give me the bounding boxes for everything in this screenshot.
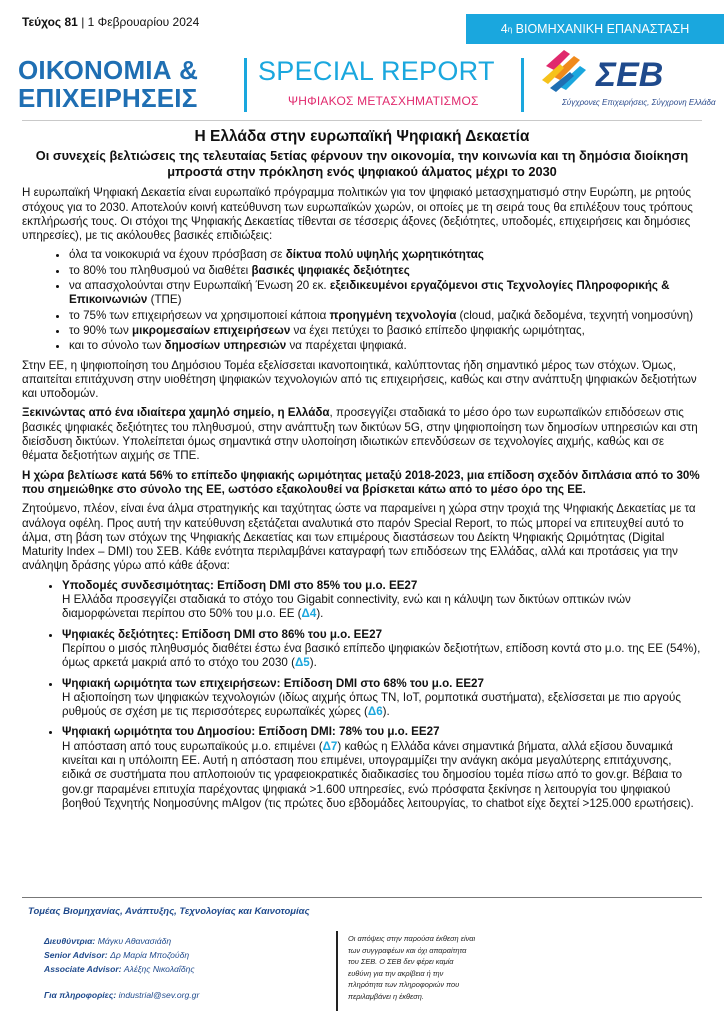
paragraph-eu-status: Στην ΕΕ, η ψηφιοποίηση του Δημόσιου Τομέα εξελίσσεται ικανοποιητικά, καλύπτοντας ήδη σημαντικό μέρος των στόχων. Όμως, απαιτείται επιτάχυνση στην υιοθέτηση ψηφιακών τεχνολογιών από τις επιχειρήσεις, καθώς και στην ανάπτυξη ψηφιακών δεξιοτήτων και υποδομών. — [22, 358, 697, 401]
goal-text: και το σύνολο των — [69, 339, 165, 353]
header-rule — [22, 120, 702, 121]
article-title: Η Ελλάδα στην ευρωπαϊκή Ψηφιακή Δεκαετία — [194, 128, 530, 145]
goal-highlight: εξειδικευμένοι εργαζόμενοι στις Τεχνολογίες Πληροφορικής & Επικοινωνιών — [69, 279, 670, 307]
figure-ref-link[interactable]: Δ6 — [367, 705, 383, 719]
figure-ref-link[interactable]: Δ5 — [294, 656, 310, 670]
associate-label: Associate Advisor: — [44, 964, 122, 974]
axis-text — [62, 593, 702, 622]
axis-text — [62, 691, 702, 720]
special-report-subtitle: ΨΗΦΙΑΚΟΣ ΜΕΤΑΣΧΗΜΑΤΙΣΜΟΣ — [288, 94, 479, 108]
intro-paragraph: Η ευρωπαϊκή Ψηφιακή Δεκαετία είναι ευρωπαϊκό πρόγραμμα πολιτικών για τον ψηφιακό μετασχηματισμό στην Ευρώπη, με ρητούς στόχους για το 2030. Αποτελούν κοινή κατεύθυνση των ευρωπαϊκών χωρών, οι οποίες με τη σειρά τους θα επιλέξουν τους τρόπους εκπλήρωσής τους. Οι στόχοι της Ψηφιακής Δεκαετίας τίθενται σε τέσσερις άξονες (δεξιότητες, υποδομές, επιχειρήσεις και δημόσιες υπηρεσίες), με τις ακόλουθες βασικές επιδιώξεις: — [22, 186, 693, 243]
goal-item — [69, 264, 702, 278]
axis-item — [62, 579, 702, 622]
goal-text: το 80% του πληθυσμού να διαθέτει — [69, 263, 252, 277]
director-name: Μάγκυ Αθανασιάδη — [97, 936, 172, 946]
paragraph-report-scope: Ζητούμενο, πλέον, είναι ένα άλμα στρατηγικής και ταχύτητας ώστε να παραμείνει η χώρα στην τροχιά της Ψηφιακής Δεκαετίας με τα ανάλογα οφέλη. Προς αυτή την κατεύθυνση εξετάζεται αναλυτικά στο παρόν Special Report, το πώς μπορεί να επιτευχθεί αυτό το άλμα, στη βάση των στόχων της Ψηφιακής Δεκαετίας και των επιμέρους διαστάσεων του Δείκτη Ψηφιακής Ωριμότητας (Digital Maturity Index – DMI) του ΣΕΒ. Κάθε ενότητα περιλαμβάνει καταγραφή των επιδόσεων της Ελλάδας, αλλά και προτάσεις για την ανάληψη δράσης γύρω από κάθε άξονα: — [22, 502, 696, 573]
greece-lead: Ξεκινώντας από ένα ιδιαίτερα χαμηλό σημείο, η Ελλάδα — [22, 406, 330, 420]
footer-senior-advisor — [44, 950, 189, 960]
series-banner — [466, 14, 724, 44]
goal-highlight: βασικές ψηφιακές δεξιότητες — [251, 263, 410, 277]
paragraph-greece-status — [22, 406, 702, 463]
axis-tail: ) καθώς η Ελλάδα κάνει σημαντικά βήματα, αλλά εξίσου δυναμικά κινείται και η υπόλοιπη ΕΕ. Αυτή η απόσταση που επιμένει, υπογραμμίζει την ανάγκη ακόμα μεγαλύτερης επιτάχυνσης, ειδικά σε συστήματα που απλοποιούν τις γραφειοκρατικές διαδικασίες του δημοσίου τομέα πίσω από το gov.gr. Βέβαια το gov.gr παραμένει επιτυχία παρέχοντας ψηφιακά >1.600 υπηρεσίες, ενώ πρόσφατα ξεκίνησε η λειτουργία του ψηφιακού βοηθού Τεχνητής Νοημοσύνης mAIgov (τις πρώτες δυο εβδομάδες λειτουργίας, το chatbot είχε δεχτεί >125.000 ερωτήσεις). — [62, 739, 694, 810]
goal-highlight: δίκτυα πολύ υψηλής χωρητικότητας — [285, 248, 484, 262]
figure-ref-link[interactable]: Δ4 — [301, 607, 317, 621]
goal-tail: να έχει πετύχει το βασικό επίπεδο ψηφιακής ωριμότητας, — [290, 323, 585, 337]
goal-item — [69, 279, 702, 308]
goal-item — [69, 309, 702, 323]
goal-highlight: δημοσίων υπηρεσιών — [164, 339, 287, 353]
goal-tail: (ΤΠΕ) — [147, 293, 182, 307]
axis-body: Η Ελλάδα προσεγγίζει σταδιακά το στόχο του Gigabit connectivity, ενώ και η κάλυψη των δικτύων οπτικών ινών διαμορφώνεται περίπου στο 50% του μ.ο. ΕΕ ( — [62, 593, 631, 621]
greece-body: , προσεγγίζει σταδιακά το μέσο όρο των ευρωπαϊκών επιδόσεων στις βασικές ψηφιακές δεξιότητες του πληθυσμού, στην ανάπτυξη των δικτύων 5G, στην ψηφιοποίηση των δημοσίων υπηρεσιών και στη διείσδυση δικτύων. Υπολείπεται όμως σημαντικά στην υλοποίηση ιδιωτικών επενδύσεων σε τεχνολογίες αιχμής, καθώς και σε θέματα δεξιοτήτων αιχμής σε ΤΠΕ. — [22, 406, 698, 463]
axis-tail: ). — [309, 656, 317, 670]
footer-associate-advisor — [44, 964, 195, 974]
axis-title: • Ψηφιακές δεξιότητες: Επίδοση DMI στο 86% του μ.ο. ΕΕ27 — [62, 627, 383, 641]
goal-item — [69, 339, 702, 353]
axis-body: Η αξιοποίηση των ψηφιακών τεχνολογιών (ιδίως αιχμής όπως ΤΝ, IoT, ρομποτικά συστήματα), εξελίσσεται με πιο αργούς ρυθμούς σε σχέση με τις περισσότερες ευρωπαϊκές χώρες ( — [62, 690, 681, 719]
goal-text: το 90% των — [69, 323, 132, 337]
axis-text — [62, 740, 702, 811]
goal-text: να απασχολούνται στην Ευρωπαϊκή Ένωση 20 εκ. — [69, 279, 330, 293]
header-divider-right — [521, 58, 524, 112]
footer-director — [44, 936, 171, 946]
director-label: Διευθύντρια: — [44, 936, 96, 946]
goal-tail: να παρέχεται ψηφιακά. — [286, 339, 407, 353]
senior-label: Senior Advisor: — [44, 950, 108, 960]
series-ordinal-suffix: η — [507, 24, 513, 34]
axes-list — [22, 579, 702, 811]
axis-title: • Ψηφιακή ωριμότητα των επιχειρήσεων: Επίδοση DMI στο 68% του μ.ο. ΕΕ27 — [62, 676, 484, 690]
publication-brand — [18, 56, 198, 112]
brand-line-1: ΟΙΚΟΝΟΜΙΑ & — [18, 55, 199, 85]
logo-tagline: Σύγχρονες Επιχειρήσεις, Σύγχρονη Ελλάδα — [562, 98, 716, 107]
goal-item — [69, 248, 702, 262]
axis-body: Περίπου ο μισός πληθυσμός διαθέτει έστω ένα βασικό επίπεδο ψηφιακών δεξιοτήτων, επίδοση κοντά στο μ.ο. της ΕΕ (54%), όμως αρκετά μακριά από το στόχο του 2030 ( — [62, 641, 701, 670]
article — [22, 128, 702, 817]
goal-highlight: προηγμένη τεχνολογία — [329, 308, 457, 322]
special-report-title: SPECIAL REPORT — [258, 56, 495, 86]
logo-wordmark: ΣΕΒ — [596, 56, 664, 94]
axis-title: • Υποδομές συνδεσιμότητας: Επίδοση DMI στο 85% του μ.ο. ΕΕ27 — [62, 578, 418, 592]
footer-rule — [22, 897, 702, 898]
associate-name: Αλέξης Νικολαΐδης — [123, 964, 195, 974]
issue-number: Τεύχος 81 — [22, 15, 78, 29]
goal-text: όλα τα νοικοκυριά να έχουν πρόσβαση σε — [69, 248, 286, 262]
issue-date: | 1 Φεβρουαρίου 2024 — [81, 15, 200, 29]
info-label: Για πληροφορίες: — [44, 990, 117, 1000]
maturity-highlight: Η χώρα βελτίωσε κατά 56% το επίπεδο ψηφιακής ωριμότητας μεταξύ 2018-2023, μια επίδοση σχεδόν διπλάσια από το 30% που σημειώθηκε στο σύνολο της ΕΕ, ωστόσο εξακολουθεί να βρίσκεται κάτω από το μέσο όρο της ΕΕ. — [22, 468, 700, 496]
axis-text — [62, 642, 702, 671]
disclaimer: Οι απόψεις στην παρούσα έκθεση είναι των συγγραφέων και όχι απαραίτητα του ΣΕΒ. Ο ΣΕΒ δεν φέρει καμία ευθύνη για την ακρίβεια ή την πληρότητα των πληροφοριών που περιλαμβάνει η έκθεση. — [348, 934, 476, 1001]
axis-item — [62, 677, 702, 720]
goal-highlight: μικρομεσαίων επιχειρήσεων — [132, 323, 291, 337]
header-divider-left — [244, 58, 247, 112]
disclaimer-bar — [336, 931, 338, 1011]
issue-info — [22, 15, 199, 29]
footer-sector: Τομέας Βιομηχανίας, Ανάπτυξης, Τεχνολογίας και Καινοτομίας — [28, 906, 310, 917]
axis-title: • Ψηφιακή ωριμότητα του Δημοσίου: Επίδοση DMI: 78% του μ.ο. ΕΕ27 — [62, 725, 440, 739]
senior-name: Δρ Μαρία Μποζούδη — [110, 950, 190, 960]
series-ordinal: 4 — [500, 22, 508, 36]
goal-text: το 75% των επιχειρήσεων να χρησιμοποιεί κάποια — [69, 308, 330, 322]
axis-item — [62, 725, 702, 811]
figure-ref-link[interactable]: Δ7 — [322, 739, 338, 753]
goals-list — [22, 248, 702, 353]
paragraph-maturity-highlight — [22, 469, 702, 498]
axis-body: Η απόσταση από τους ευρωπαϊκούς μ.ο. επιμένει ( — [62, 739, 323, 753]
footer-info — [44, 990, 199, 1000]
axis-item — [62, 628, 702, 671]
goal-tail: (cloud, μαζικά δεδομένα, τεχνητή νοημοσύνη) — [456, 308, 694, 322]
axis-tail: ). — [382, 705, 390, 719]
axis-tail: ). — [316, 607, 324, 621]
article-subtitle: Οι συνεχείς βελτιώσεις της τελευταίας 5ετίας φέρνουν την οικονομία, την κοινωνία και τη δημόσια διοίκηση μπροστά στην πρόκληση ενός ψηφιακού άλματος μέχρι το 2030 — [35, 148, 689, 180]
brand-line-2: ΕΠΙΧΕΙΡΗΣΕΙΣ — [18, 83, 198, 113]
goal-item — [69, 324, 702, 338]
series-name: ΒΙΟΜΗΧΑΝΙΚΗ ΕΠΑΝΑΣΤΑΣΗ — [512, 22, 690, 36]
info-email-link[interactable]: industrial@sev.org.gr — [118, 990, 200, 1000]
